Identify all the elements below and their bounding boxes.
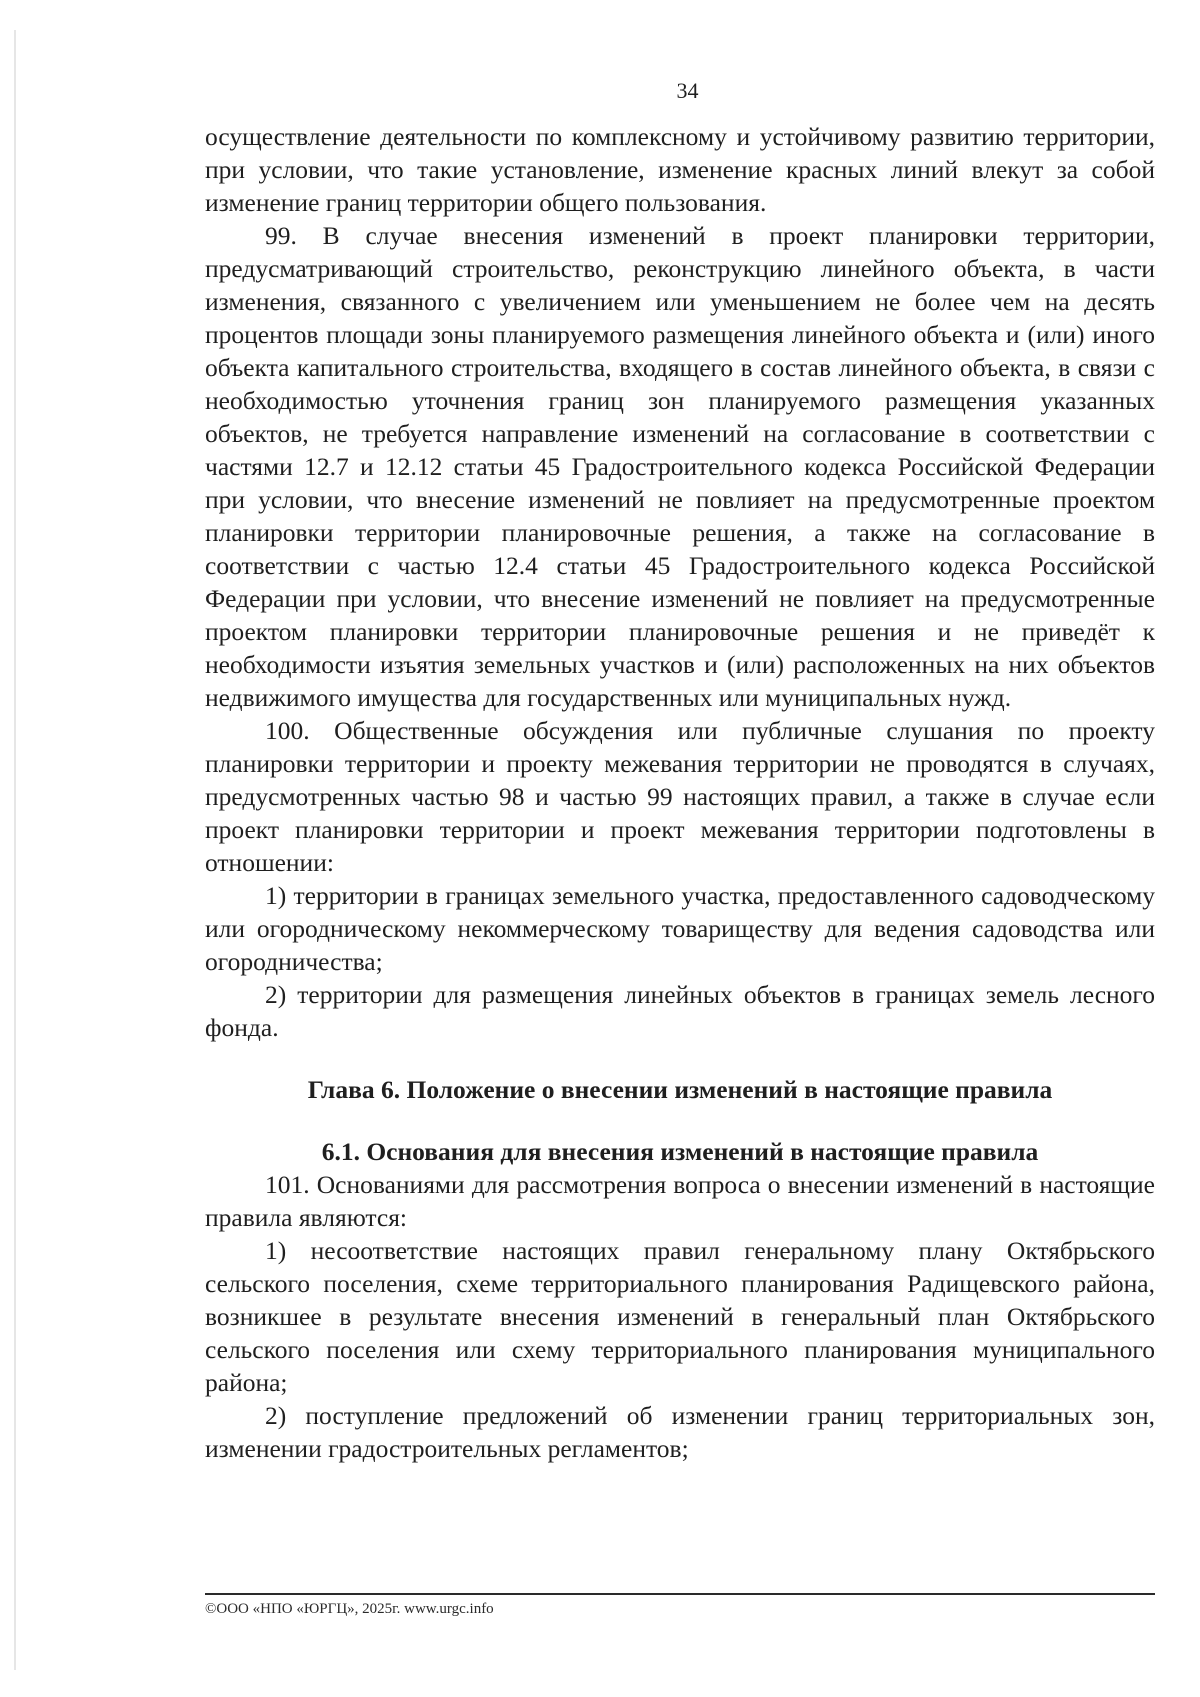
paragraph-continuation: осуществление деятельности по комплексному и устойчивому развитию территории, при условии, что такие установление, изменение красных линий влекут за собой изменение границ территории общего пользования. <box>205 122 1155 217</box>
footer-divider <box>205 1593 1155 1595</box>
page-number: 34 <box>676 78 699 103</box>
paragraph-101-item-2: 2) поступление предложений об изменении границ территориальных зон, изменении градостроительных регламентов; <box>205 1401 1155 1463</box>
paragraph-101-item-1: 1) несоответствие настоящих правил генеральному плану Октябрьского сельского поселения, схеме территориального планирования Радищевского района, возникшее в результате внесения изменений в генеральный план Октябрьского сельского поселения или схему территориального планирования муниципального района; <box>205 1236 1155 1397</box>
paragraph-100-item-2: 2) территории для размещения линейных объектов в границах земель лесного фонда. <box>205 980 1155 1042</box>
chapter-heading: Глава 6. Положение о внесении изменений в настоящие правила <box>307 1075 1053 1104</box>
section-heading: 6.1. Основания для внесения изменений в настоящие правила <box>321 1137 1039 1166</box>
scan-edge <box>14 30 16 1670</box>
paragraph-101: 101. Основаниями для рассмотрения вопроса о внесении изменений в настоящие правила являются: <box>205 1170 1155 1232</box>
paragraph-99: 99. В случае внесения изменений в проект планировки территории, предусматривающий строительство, реконструкцию линейного объекта, в части изменения, связанного с увеличением или уменьшением не более чем на десять процентов площади зоны планируемого размещения линейного объекта и (или) иного объекта капитального строительства, входящего в состав линейного объекта, в связи с необходимостью уточнения границ зон планируемого размещения указанных объектов, не требуется направление изменений на согласование в соответствии с частями 12.7 и 12.12 статьи 45 Градостроительного кодекса Российской Федерации при условии, что внесение изменений не повлияет на предусмотренные проектом планировки территории планировочные решения, а также на согласование в соответствии с частью 12.4 статьи 45 Градостроительного кодекса Российской Федерации при условии, что внесение изменений не повлияет на предусмотренные проектом планировки территории планировочные решения и не приведёт к необходимости изъятия земельных участков и (или) расположенных на них объектов недвижимого имущества для государственных или муниципальных нужд. <box>205 221 1155 712</box>
paragraph-100-item-1: 1) территории в границах земельного участка, предоставленного садоводческому или огородническому некоммерческому товариществу для ведения садоводства или огородничества; <box>205 881 1155 976</box>
document-body <box>205 120 1155 1465</box>
footer-copyright: ©ООО «НПО «ЮРГЦ», 2025г. www.urgc.info <box>205 1601 494 1617</box>
paragraph-100: 100. Общественные обсуждения или публичные слушания по проекту планировки территории и проекту межевания территории не проводятся в случаях, предусмотренных частью 98 и частью 99 настоящих правил, а также в случае если проект планировки территории и проект межевания территории подготовлены в отношении: <box>205 716 1155 877</box>
